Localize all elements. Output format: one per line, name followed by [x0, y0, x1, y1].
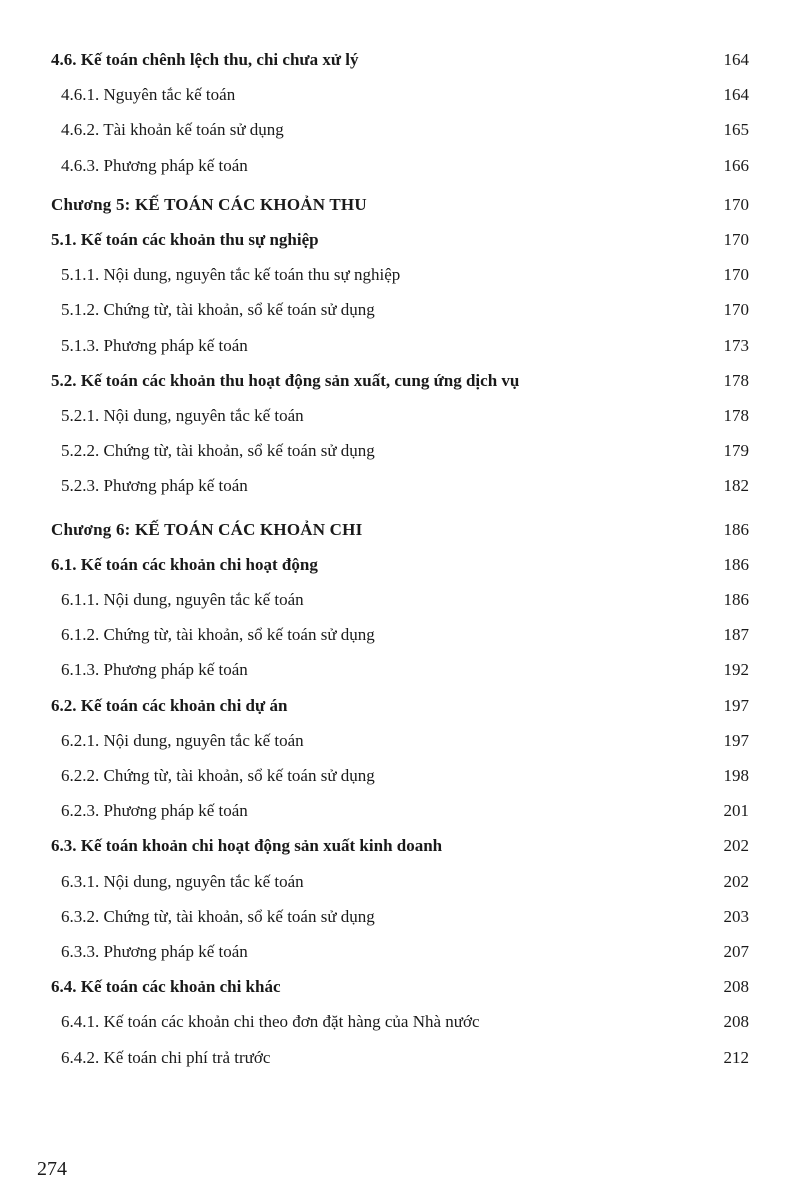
toc-entry-page: 202 [723, 871, 749, 891]
toc-chapter-row [0, 191, 811, 219]
toc-entry-page: 208 [723, 977, 749, 997]
toc-section-row [0, 692, 811, 720]
toc-entry-page: 173 [723, 335, 749, 355]
toc-entry-title: 6.3. Kế toán khoản chi hoạt động sản xuất kinh doanh [51, 836, 443, 856]
toc-entry-page: 197 [723, 730, 749, 750]
toc-subsection-row [0, 938, 811, 966]
toc-entry-page: 170 [723, 300, 749, 320]
toc-entry-title: 6.1.1. Nội dung, nguyên tắc kế toán [61, 590, 304, 609]
toc-entry-page: 179 [723, 441, 749, 461]
toc-entry-page: 164 [723, 50, 749, 69]
toc-entry-title: 4.6.1. Nguyên tắc kế toán [61, 85, 236, 105]
toc-subsection-row [0, 868, 811, 896]
toc-entry-title: 4.6.3. Phương pháp kế toán [61, 155, 248, 175]
toc-entry-page: 182 [723, 476, 749, 496]
toc-entry-title: 6.4.2. Kế toán chi phí trả trước [61, 1047, 271, 1067]
toc-section-row [0, 367, 811, 395]
toc-entry-page: 178 [723, 370, 749, 390]
toc-section-row [0, 973, 811, 1001]
toc-entry-title: 5.2.3. Phương pháp kế toán [61, 476, 248, 496]
toc-entry-page: 197 [723, 695, 749, 715]
toc-entry-title: 5.1.2. Chứng từ, tài khoản, sổ kế toán sử dụng [61, 300, 375, 320]
toc-subsection-row [0, 472, 811, 500]
toc-subsection-row [0, 762, 811, 790]
toc-subsection-row [0, 152, 811, 180]
toc-subsection-row [0, 81, 811, 109]
toc-entry-title: 6.3.3. Phương pháp kế toán [61, 942, 248, 961]
toc-entry-page: 165 [723, 120, 749, 140]
toc-entry-title: 6.2. Kế toán các khoản chi dự án [51, 695, 288, 715]
toc-entry-title: 5.1. Kế toán các khoản thu sự nghiệp [51, 230, 319, 249]
toc-subsection-row [0, 621, 811, 649]
toc-entry-page: 170 [723, 194, 749, 214]
toc-entry-page: 186 [723, 519, 749, 539]
toc-entry-title: Chương 5: KẾ TOÁN CÁC KHOẢN THU [51, 194, 367, 214]
toc-subsection-row [0, 727, 811, 755]
toc-subsection-row [0, 402, 811, 430]
toc-subsection-row [0, 1044, 811, 1072]
toc-entry-page: 198 [723, 766, 749, 785]
toc-entry-title: 5.1.1. Nội dung, nguyên tắc kế toán thu sự nghiệp [61, 265, 401, 285]
toc-entry-page: 202 [723, 836, 749, 856]
toc-entry-page: 170 [723, 230, 749, 249]
toc-section-row [0, 832, 811, 860]
toc-chapter-row [0, 516, 811, 544]
toc-entry-page: 212 [723, 1047, 749, 1067]
toc-entry-page: 187 [723, 625, 749, 645]
toc-subsection-row [0, 296, 811, 324]
toc-subsection-row [0, 586, 811, 614]
toc-subsection-row [0, 797, 811, 825]
toc-entry-title: 6.1. Kế toán các khoản chi hoạt động [51, 554, 318, 574]
toc-subsection-row [0, 903, 811, 931]
toc-entry-title: 6.1.3. Phương pháp kế toán [61, 660, 248, 680]
toc-subsection-row [0, 116, 811, 144]
page-number: 274 [37, 1158, 67, 1180]
toc-entry-title: 6.2.3. Phương pháp kế toán [61, 801, 248, 821]
toc-entry-page: 170 [723, 265, 749, 285]
toc-entry-title: 5.2.2. Chứng từ, tài khoản, sổ kế toán sử dụng [61, 441, 375, 461]
toc-entry-title: 5.2.1. Nội dung, nguyên tắc kế toán [61, 406, 304, 425]
toc-entry-title: 5.2. Kế toán các khoản thu hoạt động sản xuất, cung ứng dịch vụ [51, 370, 520, 390]
toc-entry-title: 6.1.2. Chứng từ, tài khoản, sổ kế toán sử dụng [61, 625, 375, 645]
toc-entry-title: 4.6.2. Tài khoản kế toán sử dụng [61, 120, 284, 140]
toc-entry-page: 166 [723, 155, 749, 175]
toc-entry-title: 6.3.1. Nội dung, nguyên tắc kế toán [61, 871, 304, 891]
toc-entry-page: 164 [723, 85, 749, 105]
toc-section-row [0, 551, 811, 579]
toc-entry-page: 207 [723, 942, 749, 961]
toc-entry-title: 6.3.2. Chứng từ, tài khoản, sổ kế toán sử dụng [61, 906, 375, 926]
toc-entry-title: 6.4.1. Kế toán các khoản chi theo đơn đặt hàng của Nhà nước [61, 1012, 480, 1032]
toc-entry-title: 6.2.2. Chứng từ, tài khoản, sổ kế toán sử dụng [61, 766, 375, 785]
toc-entry-title: 5.1.3. Phương pháp kế toán [61, 335, 248, 355]
toc-entry-page: 201 [723, 801, 749, 821]
toc-subsection-row [0, 332, 811, 360]
toc-subsection-row [0, 261, 811, 289]
toc-entry-title: Chương 6: KẾ TOÁN CÁC KHOẢN CHI [51, 519, 363, 539]
toc-entry-page: 208 [723, 1012, 749, 1032]
toc-entry-title: 4.6. Kế toán chênh lệch thu, chi chưa xử lý [51, 50, 359, 69]
toc-subsection-row [0, 656, 811, 684]
toc-entry-page: 186 [723, 554, 749, 574]
toc-subsection-row [0, 437, 811, 465]
toc-section-row [0, 46, 811, 74]
toc-entry-page: 178 [723, 406, 749, 425]
toc-subsection-row [0, 1008, 811, 1036]
toc-entry-page: 192 [723, 660, 749, 680]
toc-entry-title: 6.4. Kế toán các khoản chi khác [51, 977, 281, 997]
toc-entry-title: 6.2.1. Nội dung, nguyên tắc kế toán [61, 730, 304, 750]
toc-entry-page: 186 [723, 590, 749, 609]
toc-section-row [0, 226, 811, 254]
toc-entry-page: 203 [723, 906, 749, 926]
